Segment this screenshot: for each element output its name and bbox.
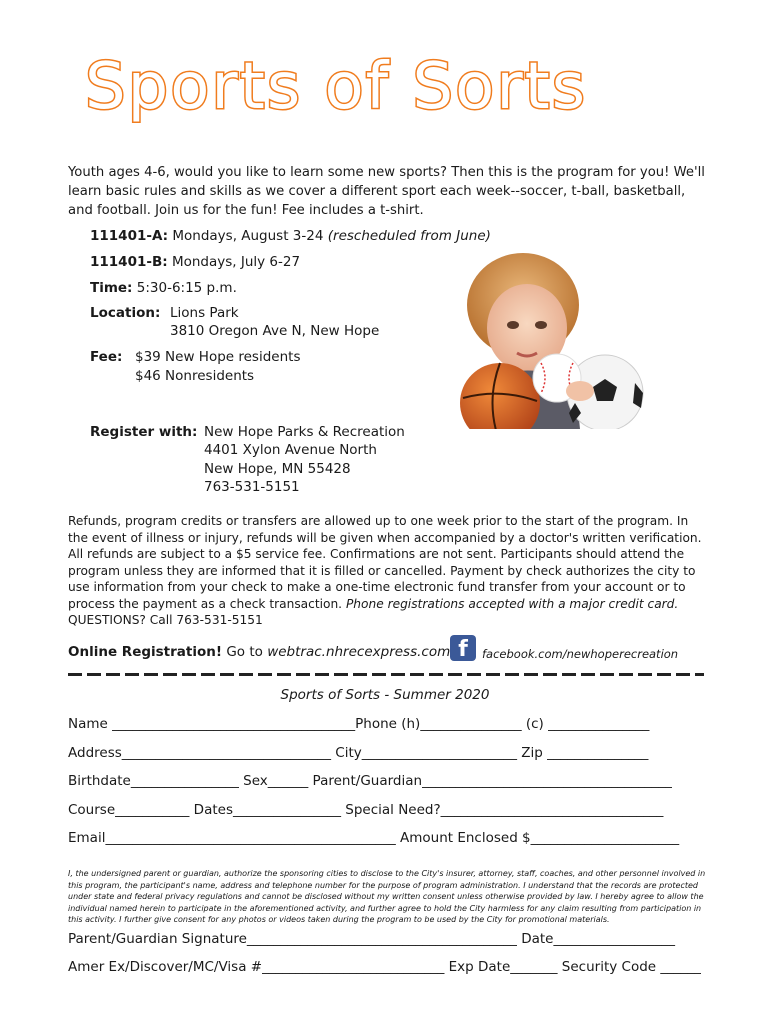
online-url[interactable]: webtrac.nhrecexpress.com — [267, 644, 451, 660]
page-title: Sports of Sorts — [85, 50, 588, 124]
time-row — [90, 279, 237, 298]
cut-line-divider — [68, 668, 704, 682]
session-b — [90, 253, 300, 272]
intro-paragraph: Youth ages 4-6, would you like to learn some new sports? Then this is the program for you! We'll learn basic rules and skills as we cover a different sport each week--soccer, t-ball, basketball, and football. Join us for the fun! Fee includes a t-shirt. — [68, 165, 705, 218]
location-line1: Lions Park — [170, 305, 239, 321]
session-a — [90, 227, 491, 246]
register-label: Register with: — [90, 424, 198, 440]
time-value: 5:30-6:15 p.m. — [136, 280, 237, 296]
time-label: Time: — [90, 280, 133, 296]
online-label: Online Registration! — [68, 644, 223, 660]
online-goto: Go to — [226, 644, 263, 660]
refund-text: Refunds, program credits or transfers are allowed up to one week prior to the start of the program. In the event of illness or injury, refunds will be given when accompanied by a doctor's written verification. All refunds are subject to a $5 service fee. Confirmations are not sent. Participants should attend the program unless they are informed that it is filled or cancelled. Payment by check authorizes the city to use information from your check to make a one-time electronic fund transfer from your account or to process the payment as a check transaction. — [68, 514, 702, 611]
form-row-course[interactable]: Course___________ Dates________________ Special Need?_________________________________ — [68, 802, 664, 818]
form-heading: Sports of Sorts - Summer 2020 — [280, 687, 490, 703]
fee-line1: $39 New Hope residents — [135, 349, 301, 365]
register-line3: New Hope, MN 55428 — [204, 461, 351, 477]
register-line4: 763-531-5151 — [204, 479, 300, 495]
form-row-address[interactable]: Address_______________________________ City_______________________ Zip _______________ — [68, 745, 649, 761]
fee-line2: $46 Nonresidents — [135, 368, 255, 384]
online-registration — [68, 643, 450, 662]
form-row-email[interactable]: Email___________________________________________ Amount Enclosed $______________________ — [68, 830, 680, 846]
facebook-url[interactable]: facebook.com/newhoperecreation — [482, 647, 679, 661]
register-line1: New Hope Parks & Recreation — [204, 424, 405, 440]
location-label: Location: — [90, 305, 161, 321]
form-row-name[interactable]: Name ____________________________________Phone (h)_______________ (c) _______________ — [68, 716, 650, 732]
fee-label: Fee: — [90, 349, 123, 365]
signature-row[interactable]: Parent/Guardian Signature________________________________________ Date__________________ — [68, 931, 675, 947]
form-row-birthdate[interactable]: Birthdate________________ Sex______ Parent/Guardian_____________________________________ — [68, 773, 672, 789]
phone-registration-note: Phone registrations accepted with a major credit card. — [345, 596, 679, 611]
hand — [566, 381, 594, 401]
session-a-note: (rescheduled from June) — [327, 228, 491, 244]
questions-line: QUESTIONS? Call 763-531-5151 — [68, 613, 263, 627]
session-a-code: 111401-A: — [90, 228, 169, 244]
session-b-code: 111401-B: — [90, 254, 168, 270]
session-b-dates: Mondays, July 6-27 — [171, 254, 301, 270]
register-line2: 4401 Xylon Avenue North — [204, 442, 377, 458]
legal-consent-text: I, the undersigned parent or guardian, authorize the sponsoring cities to disclose to the City's insurer, attorney, staff, coaches, and other personnel involved in this program, the participant's name, address and telephone number for the purpose of program administration. I understand that the records are protected under state and federal privacy regulations and cannot be disclosed without my written consent unless otherwise provided by law. I hereby agree to allow the individual named herein to participate in the aforementioned activity, and further agree to hold the City harmless for any claim resulting from participation in this activity. I further give consent for any photos or videos taken during the program to be used by the City for promotional materials. — [68, 869, 706, 925]
session-a-dates: Mondays, August 3-24 — [172, 228, 324, 244]
refund-policy — [68, 513, 708, 629]
child-with-balls-photo — [445, 253, 645, 429]
facebook-icon[interactable]: f — [450, 635, 476, 661]
location-line2: 3810 Oregon Ave N, New Hope — [170, 323, 380, 339]
credit-card-row[interactable]: Amer Ex/Discover/MC/Visa #___________________________ Exp Date_______ Security Code ______ — [68, 959, 701, 975]
